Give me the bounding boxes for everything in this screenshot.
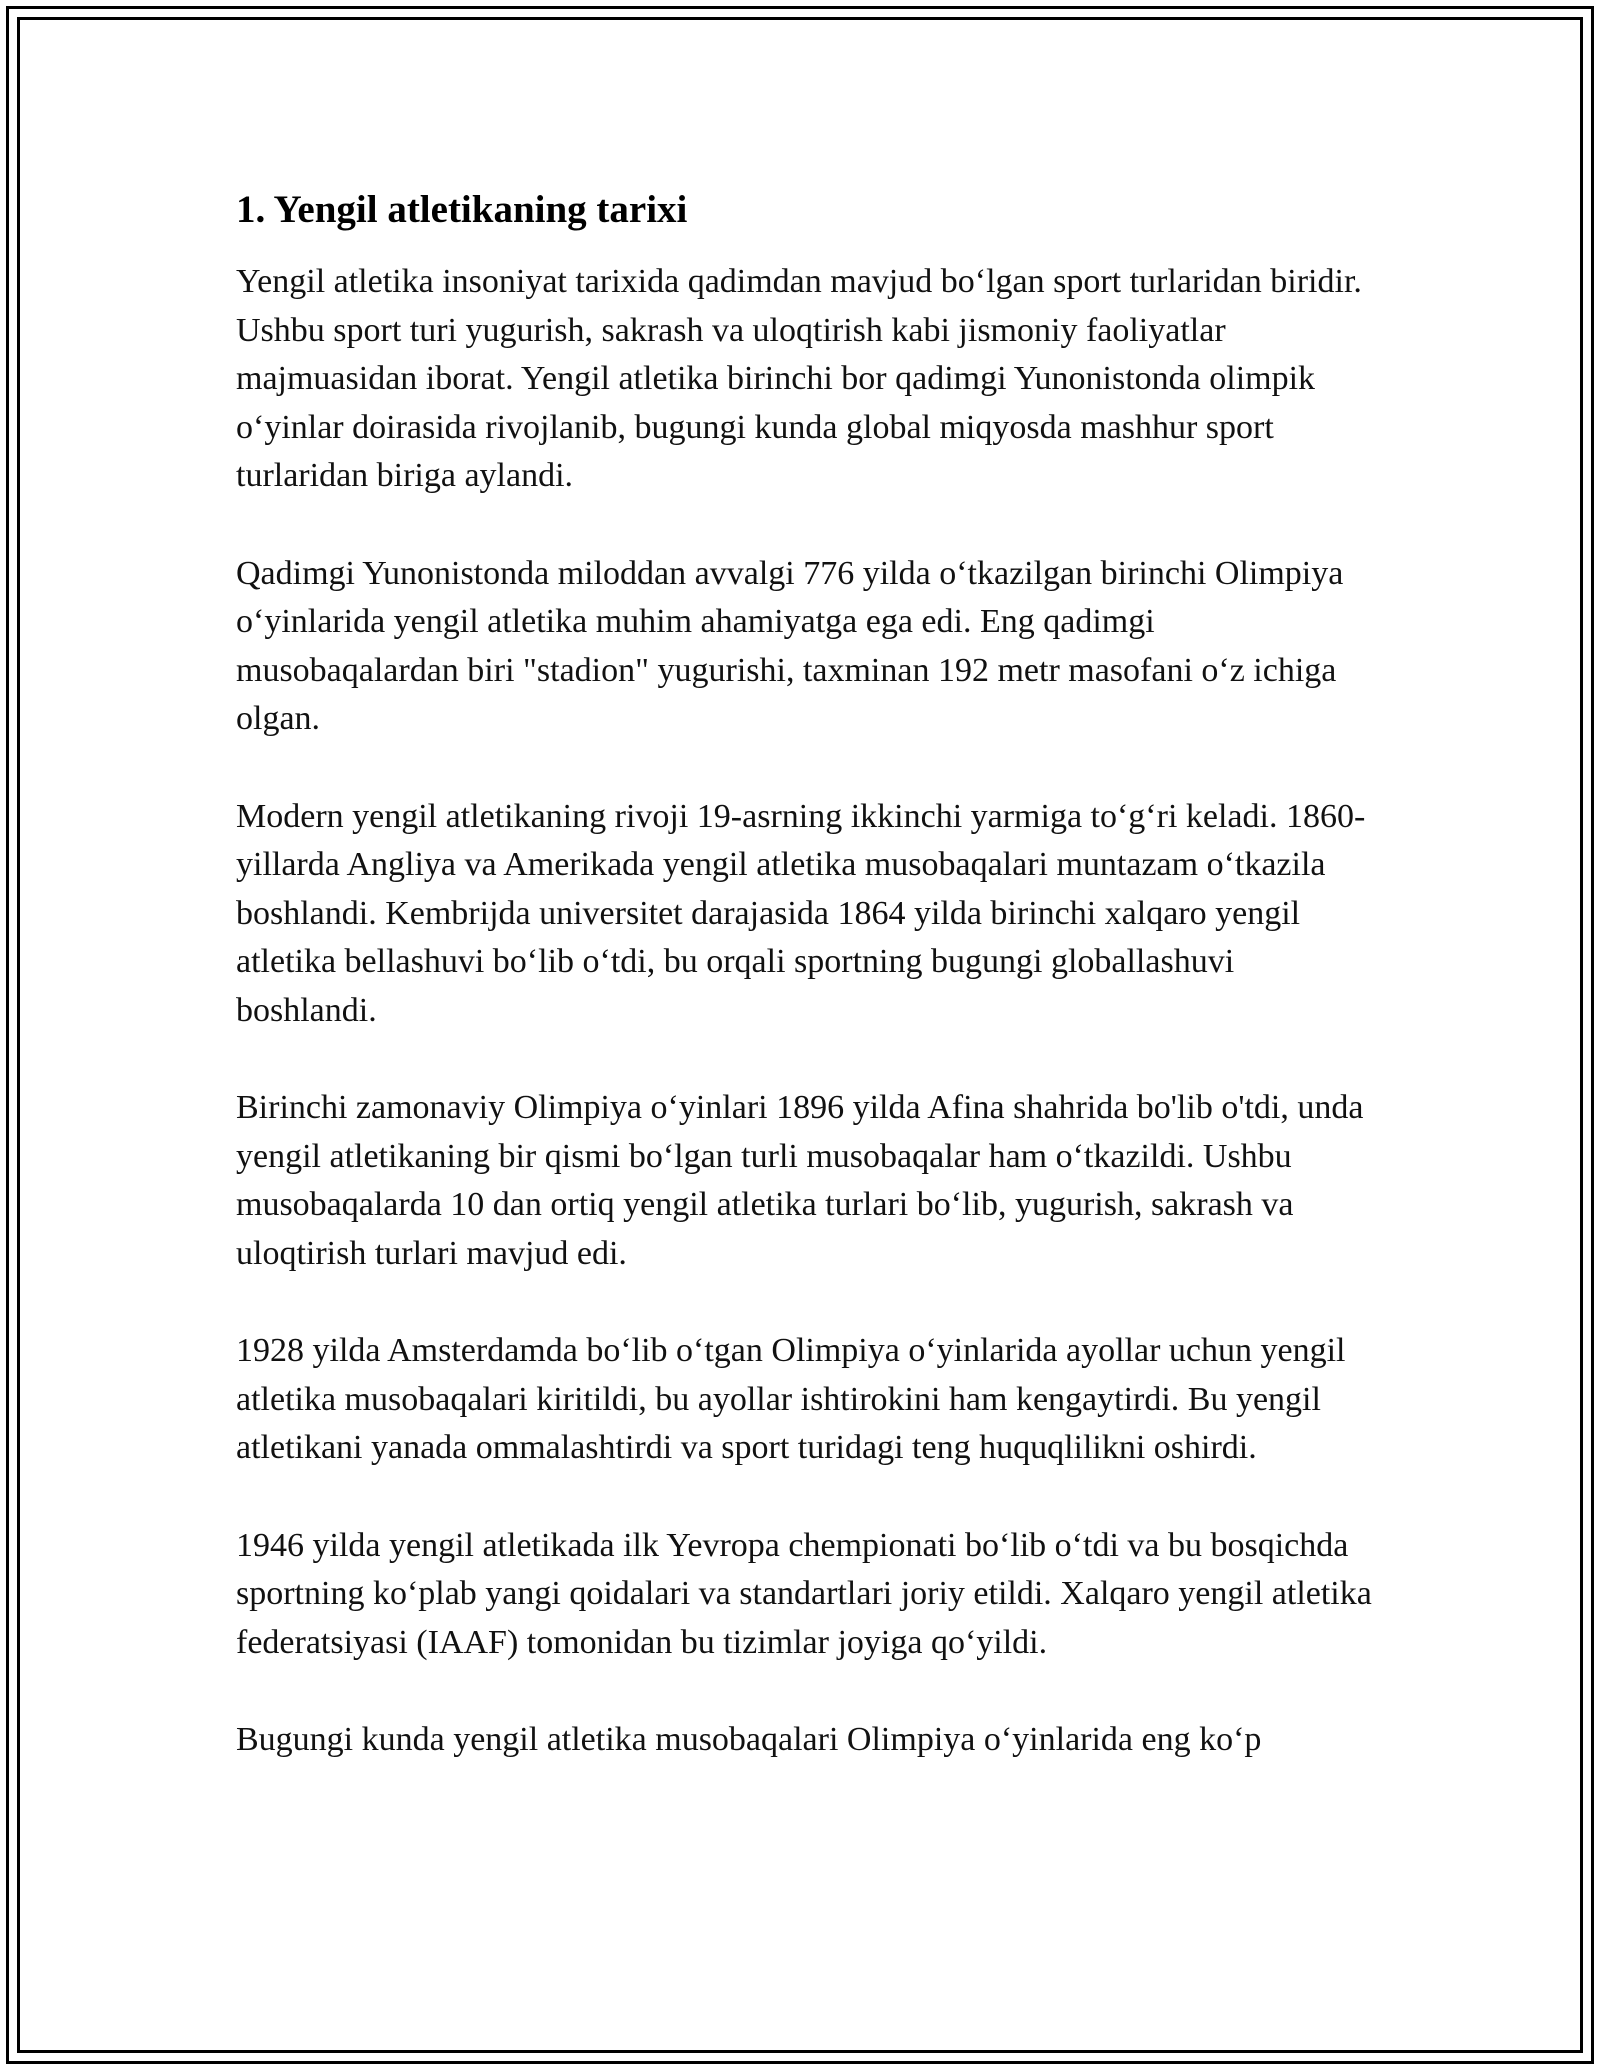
paragraph-6: 1946 yilda yengil atletikada ilk Yevropa chempionati bo‘lib o‘tdi va bu bosqichda sportning ko‘plab yangi qoidalari va standartlari joriy etildi. Xalqaro yengil atletika federatsiyasi (IAAF) tomonidan bu tizimlar joyiga qo‘yildi. — [236, 1526, 1372, 1661]
document-body — [236, 186, 1376, 1814]
paragraph-1: Yengil atletika insoniyat tarixida qadimdan mavjud bo‘lgan sport turlaridan biridir. Ushbu sport turi yugurish, sakrash va uloqtirish kabi jismoniy faoliyatlar majmuasidan iborat. Yengil atletika birinchi bor qadimgi Yunonistonda olimpik o‘yinlar doirasida rivojlanib, bugungi kunda global miqyosda mashhur sport turlaridan biriga aylandi. — [236, 263, 1362, 494]
paragraph-2: Qadimgi Yunonistonda miloddan avvalgi 776 yilda o‘tkazilgan birinchi Olimpiya o‘yinlarida yengil atletika muhim ahamiyatga ega edi. Eng qadimgi musobaqalardan biri "stadion" yugurishi, taxminan 192 metr masofani o‘z ichiga olgan. — [236, 554, 1344, 737]
paragraph-4: Birinchi zamonaviy Olimpiya o‘yinlari 1896 yilda Afina shahrida bo'lib o'tdi, unda yengil atletikaning bir qismi bo‘lgan turli musobaqalar ham o‘tkazildi. Ushbu musobaqalarda 10 dan ortiq yengil atletika turlari bo‘lib, yugurish, sakrash va uloqtirish turlari mavjud edi. — [236, 1089, 1364, 1272]
paragraph-3: Modern yengil atletikaning rivoji 19-asrning ikkinchi yarmiga to‘g‘ri keladi. 1860-yillarda Angliya va Amerikada yengil atletika musobaqalari muntazam o‘tkazila boshlandi. Kembrijda universitet darajasida 1864 yilda birinchi xalqaro yengil atletika bellashuvi bo‘lib o‘tdi, bu orqali sportning bugungi globallashuvi boshlandi. — [236, 797, 1366, 1029]
paragraph-7: Bugungi kunda yengil atletika musobaqalari Olimpiya o‘yinlarida eng ko‘p — [236, 1721, 1262, 1758]
paragraph-5: 1928 yilda Amsterdamda bo‘lib o‘tgan Olimpiya o‘yinlarida ayollar uchun yengil atletika musobaqalari kiritildi, bu ayollar ishtirokini ham kengaytirdi. Bu yengil atletikani yanada ommalashtirdi va sport turidagi teng huquqlilikni oshirdi. — [236, 1332, 1346, 1466]
section-heading: 1. Yengil atletikaning tarixi — [236, 188, 688, 231]
